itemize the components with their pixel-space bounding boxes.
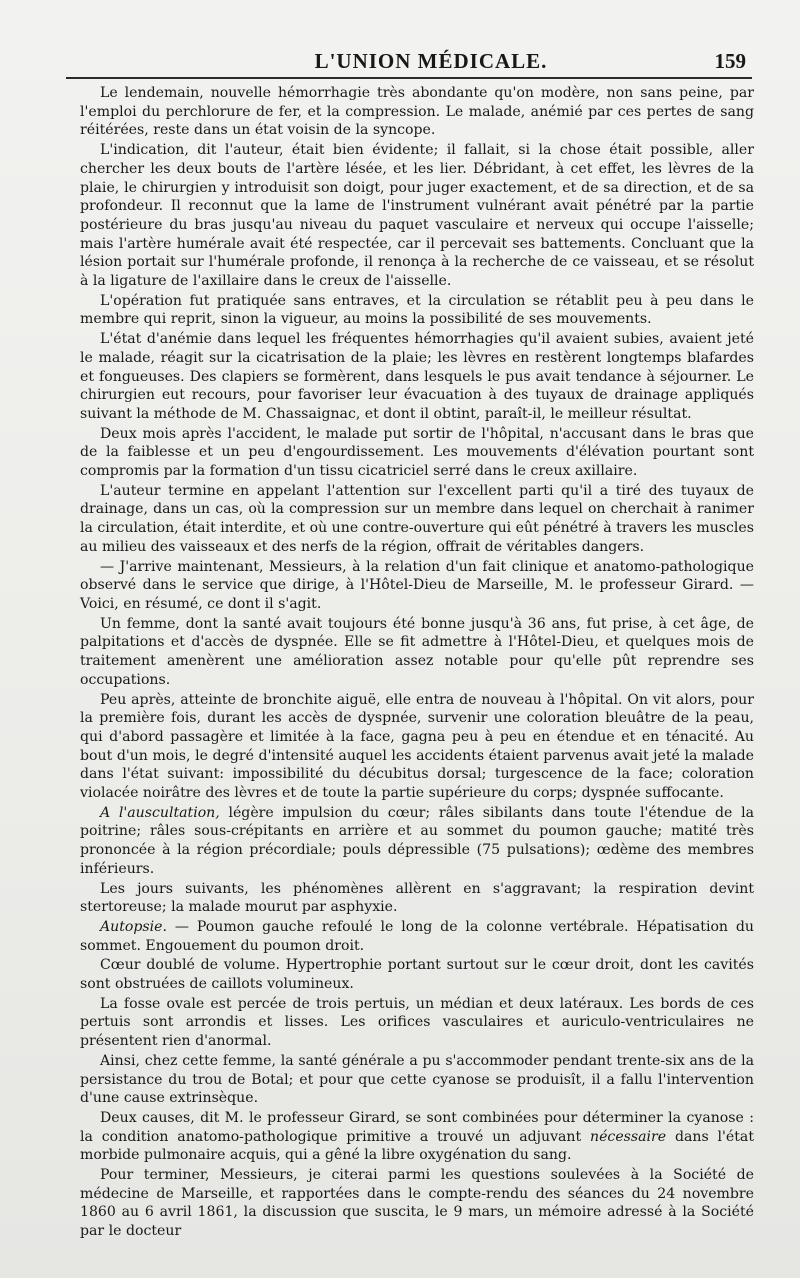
paragraph: L'auteur termine en appelant l'attention sur l'excellent parti qu'il a tiré des tuyaux de drainage, dans un cas, où la compression sur un membre dans lequel on cherchait à ranimer la circulation, était interdite, et où une contre-ouverture qui eût pénétré à travers les muscles au milieu des vaisseaux et des nerfs de la région, offrait de véritables dangers. bbox=[80, 482, 754, 555]
paragraph-text: Deux causes, dit M. le professeur Girard, se sont combinées pour déterminer la cyanose : la condition anatomo-pathologique primitive a trouvé un adjuvant bbox=[80, 1109, 754, 1145]
paragraph: — J'arrive maintenant, Messieurs, à la relation d'un fait clinique et anatomo-pathologique observé dans le service que dirige, à l'Hôtel-Dieu de Marseille, M. le professeur Girard. — Voici, en résumé, ce dont il s'agit. bbox=[80, 558, 754, 612]
article-body bbox=[80, 84, 754, 1242]
paragraph-auscultation bbox=[80, 804, 754, 879]
paragraph: La fosse ovale est percée de trois pertuis, un médian et deux latéraux. Les bords de ces pertuis sont arrondis et lisses. Les orifices vasculaires et auriculo-ventriculaires ne présentent rien d'anormal. bbox=[80, 995, 754, 1050]
paragraph: Les jours suivants, les phénomènes allèrent en s'aggravant; la respiration devint stertoreuse; la malade mourut par asphyxie. bbox=[80, 880, 754, 916]
paragraph: Pour terminer, Messieurs, je citerai parmi les questions soulevées à la Société de médecine de Marseille, et rapportées dans le compte-rendu des séances du 24 novembre 1860 au 6 avril 1861, la discussion que suscita, le 9 mars, un mémoire adressé à la Société par le docteur bbox=[80, 1167, 754, 1240]
paragraph: L'état d'anémie dans lequel les fréquentes hémorrhagies qu'il avaient subies, avaient jeté le malade, réagit sur la cicatrisation de la plaie; les lèvres en restèrent longtemps blafardes et fongueuses. Des clapiers se formèrent, dans lesquels le pus avait tendance à séjourner. Le chirurgien eut recours, pour favoriser leur évacuation à des tuyaux de drainage appliqués suivant la méthode de M. Chassaignac, et dont il obtint, paraît-il, le meilleur résultat. bbox=[80, 331, 754, 422]
running-title: L'UNION MÉDICALE. bbox=[314, 49, 548, 73]
paragraph-causes bbox=[80, 1109, 754, 1165]
paragraph: Cœur doublé de volume. Hypertrophie portant surtout sur le cœur droit, dont les cavités sont obstruées de caillots volumineux. bbox=[80, 957, 754, 993]
page-header bbox=[66, 36, 756, 74]
italic-lead: A l'auscultation, bbox=[100, 804, 220, 821]
paragraph-text: dans l'état morbide pulmonaire acquis, qui a gêné la libre oxygénation du sang. bbox=[80, 1128, 754, 1164]
italic-word: nécessaire bbox=[590, 1128, 667, 1145]
paragraph-text: — Poumon gauche refoulé le long de la colonne vertébrale. Hépatisation du sommet. Engouement du poumon droit. bbox=[80, 918, 754, 954]
paragraph: Un femme, dont la santé avait toujours été bonne jusqu'à 36 ans, fut prise, à cet âge, de palpitations et d'accès de dyspnée. Elle se fit admettre à l'Hôtel-Dieu, et quelques mois de traitement amenèrent une amélioration assez notable pour qu'elle pût reprendre ses occupations. bbox=[80, 615, 754, 688]
paragraph-text: légère impulsion du cœur; râles sibilants dans toute l'étendue de la poitrine; râles sous-crépitants en arrière et au sommet du poumon gauche; matité très prononcée à la région précordiale; pouls dépressible (75 pulsations); œdème des membres inférieurs. bbox=[80, 804, 754, 877]
italic-lead: Autopsie. bbox=[100, 918, 167, 935]
paragraph: L'opération fut pratiquée sans entraves, et la circulation se rétablit peu à peu dans le membre qui reprit, sinon la vigueur, au moins la possibilité de ses mouvements. bbox=[80, 292, 754, 328]
paragraph: Le lendemain, nouvelle hémorrhagie très abondante qu'on modère, non sans peine, par l'emploi du perchlorure de fer, et la compression. Le malade, anémié par ces pertes de sang réitérées, reste dans un état voisin de la syncope. bbox=[80, 85, 754, 139]
paragraph: Peu après, atteinte de bronchite aiguë, elle entra de nouveau à l'hôpital. On vit alors, pour la première fois, durant les accès de dyspnée, survenir une coloration bleuâtre de la peau, qui d'abord passagère et limitée à la face, gagna peu à peu en étendue et en ténacité. Au bout d'un mois, le degré d'intensité auquel les accidents étaient parvenus avait jeté la malade dans l'état suivant: impossibilité du décubitus dorsal; turgescence de la face; coloration violacée noirâtre des lèvres et de toute la partie supérieure du corps; dyspnée suffocante. bbox=[80, 691, 754, 802]
paragraph: Ainsi, chez cette femme, la santé générale a pu s'accommoder pendant trente-six ans de la persistance du trou de Botal; et pour que cette cyanose se produisît, il a fallu l'intervention d'une cause extrinsèque. bbox=[80, 1052, 754, 1107]
paragraph-autopsie bbox=[80, 918, 754, 955]
paragraph: L'indication, dit l'auteur, était bien évidente; il fallait, si la chose était possible, aller chercher les deux bouts de l'artère lésée, et les lier. Débridant, à cet effet, les lèvres de la plaie, le chirurgien y introduisit son doigt, pour juger exactement, et de sa direction, et de sa profondeur. Il reconnut que la lame de l'instrument vulnérant avait pénétré par la partie postérieure du bras jusqu'au niveau du paquet vasculaire et nerveux qui occupe l'aisselle; mais l'artère humérale avait été respectée, car il percevait ses battements. Concluant que la lésion portait sur l'humérale profonde, il renonça à la recherche de ce vaisseau, et se résolut à la ligature de l'axillaire dans le creux de l'aisselle. bbox=[80, 142, 754, 290]
paragraph: Deux mois après l'accident, le malade put sortir de l'hôpital, n'accusant dans le bras que de la faiblesse et un peu d'engourdissement. Les mouvements d'élévation pourtant sont compromis par la formation d'un tissu cicatriciel serré dans le creux axillaire. bbox=[80, 425, 754, 480]
header-rule bbox=[66, 77, 752, 79]
page-number: 159 bbox=[714, 49, 746, 73]
